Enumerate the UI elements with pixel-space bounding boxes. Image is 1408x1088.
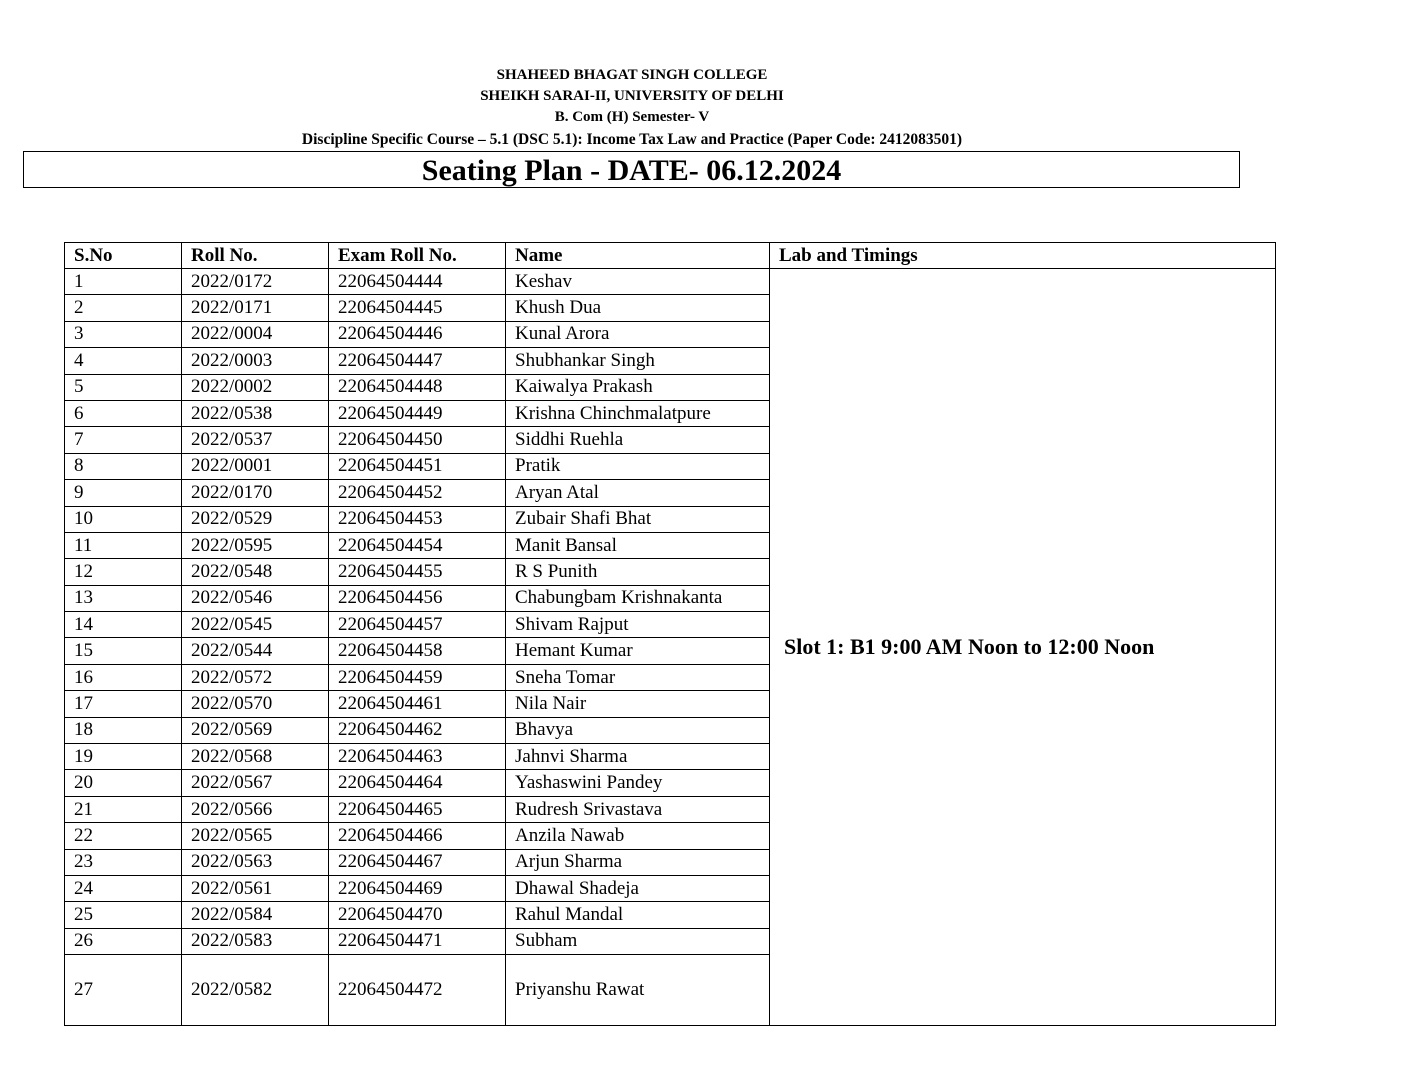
seating-table <box>64 242 1276 1026</box>
cell-name: Shubhankar Singh <box>506 348 770 374</box>
college-address: SHEIKH SARAI-II, UNIVERSITY OF DELHI <box>480 88 784 104</box>
course-name: B. Com (H) Semester- V <box>554 109 710 125</box>
cell-sno: 4 <box>65 348 182 374</box>
cell-sno: 10 <box>65 506 182 532</box>
cell-name: Chabungbam Krishnakanta <box>506 585 770 611</box>
cell-exam-roll-no: 22064504448 <box>329 374 506 400</box>
cell-exam-roll-no: 22064504446 <box>329 321 506 347</box>
seating-plan-title: Seating Plan - DATE- 06.12.2024 <box>23 151 1240 188</box>
cell-roll-no: 2022/0529 <box>182 506 329 532</box>
cell-exam-roll-no: 22064504445 <box>329 295 506 321</box>
cell-roll-no: 2022/0544 <box>182 638 329 664</box>
cell-name: Zubair Shafi Bhat <box>506 506 770 532</box>
table-body <box>65 269 1276 1026</box>
cell-name: Rahul Mandal <box>506 902 770 928</box>
cell-exam-roll-no: 22064504464 <box>329 770 506 796</box>
cell-exam-roll-no: 22064504458 <box>329 638 506 664</box>
cell-roll-no: 2022/0171 <box>182 295 329 321</box>
cell-sno: 24 <box>65 875 182 901</box>
cell-roll-no: 2022/0003 <box>182 348 329 374</box>
cell-exam-roll-no: 22064504456 <box>329 585 506 611</box>
cell-exam-roll-no: 22064504444 <box>329 269 506 295</box>
col-header-sno: S.No <box>65 243 182 269</box>
cell-sno: 27 <box>65 955 182 1026</box>
cell-sno: 6 <box>65 400 182 426</box>
cell-name: Hemant Kumar <box>506 638 770 664</box>
cell-roll-no: 2022/0584 <box>182 902 329 928</box>
cell-sno: 17 <box>65 691 182 717</box>
cell-name: Khush Dua <box>506 295 770 321</box>
cell-roll-no: 2022/0561 <box>182 875 329 901</box>
cell-sno: 12 <box>65 559 182 585</box>
cell-roll-no: 2022/0563 <box>182 849 329 875</box>
cell-exam-roll-no: 22064504447 <box>329 348 506 374</box>
cell-name: Yashaswini Pandey <box>506 770 770 796</box>
col-header-exam-roll-no: Exam Roll No. <box>329 243 506 269</box>
cell-roll-no: 2022/0566 <box>182 796 329 822</box>
cell-sno: 2 <box>65 295 182 321</box>
cell-sno: 18 <box>65 717 182 743</box>
col-header-name: Name <box>506 243 770 269</box>
cell-name: Arjun Sharma <box>506 849 770 875</box>
col-header-lab-timings: Lab and Timings <box>770 243 1276 269</box>
cell-exam-roll-no: 22064504452 <box>329 480 506 506</box>
cell-roll-no: 2022/0582 <box>182 955 329 1026</box>
cell-exam-roll-no: 22064504451 <box>329 453 506 479</box>
cell-sno: 15 <box>65 638 182 664</box>
cell-roll-no: 2022/0545 <box>182 612 329 638</box>
cell-exam-roll-no: 22064504465 <box>329 796 506 822</box>
cell-name: Rudresh Srivastava <box>506 796 770 822</box>
cell-exam-roll-no: 22064504463 <box>329 744 506 770</box>
paper-line <box>0 129 1264 150</box>
cell-roll-no: 2022/0570 <box>182 691 329 717</box>
cell-sno: 1 <box>65 269 182 295</box>
cell-exam-roll-no: 22064504470 <box>329 902 506 928</box>
cell-roll-no: 2022/0595 <box>182 532 329 558</box>
cell-roll-no: 2022/0170 <box>182 480 329 506</box>
cell-sno: 25 <box>65 902 182 928</box>
cell-sno: 21 <box>65 796 182 822</box>
cell-sno: 11 <box>65 532 182 558</box>
cell-name: Nila Nair <box>506 691 770 717</box>
cell-name: Jahnvi Sharma <box>506 744 770 770</box>
cell-name: Priyanshu Rawat <box>506 955 770 1026</box>
cell-name: Anzila Nawab <box>506 823 770 849</box>
cell-name: Keshav <box>506 269 770 295</box>
cell-sno: 20 <box>65 770 182 796</box>
cell-name: R S Punith <box>506 559 770 585</box>
cell-name: Aryan Atal <box>506 480 770 506</box>
cell-roll-no: 2022/0583 <box>182 928 329 954</box>
cell-name: Manit Bansal <box>506 532 770 558</box>
cell-roll-no: 2022/0172 <box>182 269 329 295</box>
cell-sno: 9 <box>65 480 182 506</box>
cell-sno: 8 <box>65 453 182 479</box>
cell-name: Kaiwalya Prakash <box>506 374 770 400</box>
cell-exam-roll-no: 22064504472 <box>329 955 506 1026</box>
cell-exam-roll-no: 22064504471 <box>329 928 506 954</box>
cell-name: Siddhi Ruehla <box>506 427 770 453</box>
cell-sno: 22 <box>65 823 182 849</box>
cell-roll-no: 2022/0002 <box>182 374 329 400</box>
table-row <box>65 269 1276 295</box>
cell-roll-no: 2022/0568 <box>182 744 329 770</box>
cell-exam-roll-no: 22064504454 <box>329 532 506 558</box>
cell-roll-no: 2022/0538 <box>182 400 329 426</box>
cell-roll-no: 2022/0546 <box>182 585 329 611</box>
cell-sno: 19 <box>65 744 182 770</box>
table-header-row <box>65 243 1276 269</box>
cell-name: Dhawal Shadeja <box>506 875 770 901</box>
cell-sno: 5 <box>65 374 182 400</box>
cell-name: Bhavya <box>506 717 770 743</box>
cell-sno: 14 <box>65 612 182 638</box>
cell-roll-no: 2022/0572 <box>182 664 329 690</box>
cell-exam-roll-no: 22064504449 <box>329 400 506 426</box>
cell-name: Pratik <box>506 453 770 479</box>
cell-sno: 7 <box>65 427 182 453</box>
cell-roll-no: 2022/0004 <box>182 321 329 347</box>
cell-roll-no: 2022/0548 <box>182 559 329 585</box>
cell-exam-roll-no: 22064504450 <box>329 427 506 453</box>
cell-sno: 16 <box>65 664 182 690</box>
cell-exam-roll-no: 22064504469 <box>329 875 506 901</box>
college-name: SHAHEED BHAGAT SINGH COLLEGE <box>496 67 768 83</box>
cell-exam-roll-no: 22064504453 <box>329 506 506 532</box>
cell-name: Kunal Arora <box>506 321 770 347</box>
cell-exam-roll-no: 22064504455 <box>329 559 506 585</box>
cell-roll-no: 2022/0569 <box>182 717 329 743</box>
cell-exam-roll-no: 22064504457 <box>329 612 506 638</box>
cell-exam-roll-no: 22064504467 <box>329 849 506 875</box>
cell-exam-roll-no: 22064504461 <box>329 691 506 717</box>
lab-timings-cell: Slot 1: B1 9:00 AM Noon to 12:00 Noon <box>770 269 1276 1026</box>
cell-sno: 23 <box>65 849 182 875</box>
cell-roll-no: 2022/0001 <box>182 453 329 479</box>
cell-exam-roll-no: 22064504462 <box>329 717 506 743</box>
cell-name: Krishna Chinchmalatpure <box>506 400 770 426</box>
cell-sno: 13 <box>65 585 182 611</box>
paper-title: Discipline Specific Course – 5.1 (DSC 5.1): Income Tax Law and Practice (Paper Code: 2412083501) <box>301 131 963 148</box>
cell-roll-no: 2022/0565 <box>182 823 329 849</box>
cell-name: Sneha Tomar <box>506 664 770 690</box>
cell-sno: 26 <box>65 928 182 954</box>
cell-sno: 3 <box>65 321 182 347</box>
cell-name: Subham <box>506 928 770 954</box>
cell-exam-roll-no: 22064504459 <box>329 664 506 690</box>
cell-roll-no: 2022/0537 <box>182 427 329 453</box>
cell-exam-roll-no: 22064504466 <box>329 823 506 849</box>
col-header-roll-no: Roll No. <box>182 243 329 269</box>
cell-roll-no: 2022/0567 <box>182 770 329 796</box>
cell-name: Shivam Rajput <box>506 612 770 638</box>
